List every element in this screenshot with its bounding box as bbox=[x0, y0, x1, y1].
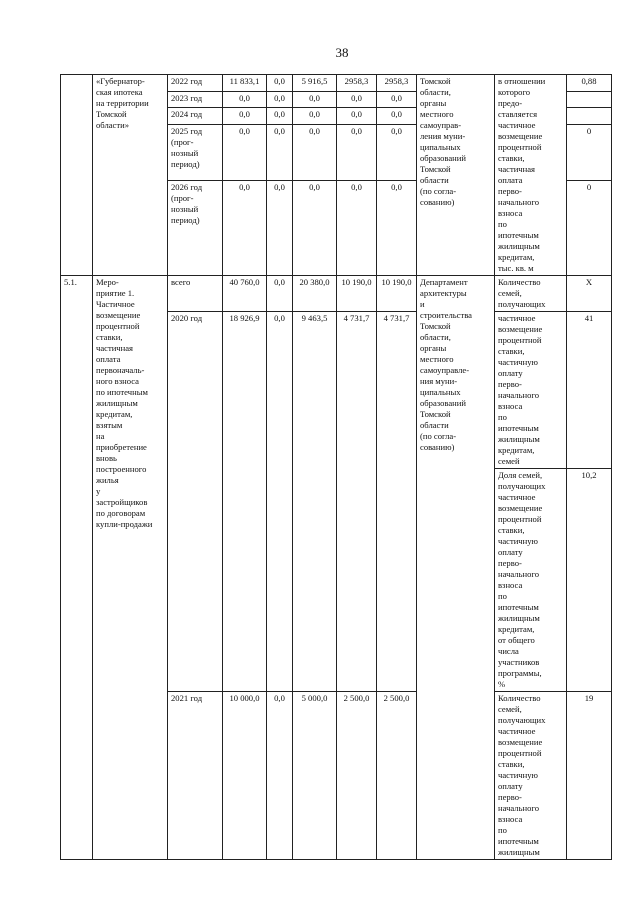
amount-cell: 2958,3 bbox=[377, 75, 417, 92]
amount-cell: 9 463,5 bbox=[293, 312, 337, 692]
amount-cell: 0,0 bbox=[267, 312, 293, 692]
amount-cell: 5 916,5 bbox=[293, 75, 337, 92]
year-cell: 2023 год bbox=[168, 91, 223, 108]
amount-cell: 2 500,0 bbox=[377, 692, 417, 860]
indicator-value: 0,88 bbox=[567, 75, 612, 92]
amount-cell: 10 190,0 bbox=[377, 276, 417, 312]
indicator-name: Количество семей, получающих частичное возмещение процентной ставки, частичную оплату перво- начального взноса по ипотечным жилищным bbox=[495, 692, 567, 860]
amount-cell: 5 000,0 bbox=[293, 692, 337, 860]
year-cell: 2024 год bbox=[168, 108, 223, 125]
year-cell: 2021 год bbox=[168, 692, 223, 860]
indicator-name: Доля семей, получающих частичное возмещение процентной ставки, частичную оплату перво- начального взноса по ипотечным жилищным кредитам, от общего числа участников программы, % bbox=[495, 469, 567, 692]
year-cell: 2026 год (прог- нозный период) bbox=[168, 181, 223, 276]
activity-name: «Губернатор- ская ипотека на территории Томской области» bbox=[93, 75, 168, 276]
amount-cell: 4 731,7 bbox=[337, 312, 377, 692]
executor-cell: Томской области, органы местного самоуправ- ления муни- ципальных образований Томской области (по согла- сованию) bbox=[417, 75, 495, 276]
indicator-name: Количество семей, получающих bbox=[495, 276, 567, 312]
program-table bbox=[60, 74, 612, 860]
amount-cell: 0,0 bbox=[337, 108, 377, 125]
activity-name: Меро- приятие 1. Частичное возмещение процентной ставки, частичная оплата первоначаль- ного взноса по ипотечным жилищным кредитам, взятым на приобретение вновь построенного жилья у застройщиков по договорам купли-продажи bbox=[93, 276, 168, 860]
amount-cell: 2958,3 bbox=[337, 75, 377, 92]
amount-cell: 0,0 bbox=[267, 75, 293, 92]
year-cell: 2022 год bbox=[168, 75, 223, 92]
year-cell: 2020 год bbox=[168, 312, 223, 692]
year-cell: всего bbox=[168, 276, 223, 312]
amount-cell: 0,0 bbox=[337, 125, 377, 181]
amount-cell: 0,0 bbox=[293, 91, 337, 108]
amount-cell: 40 760,0 bbox=[223, 276, 267, 312]
amount-cell: 0,0 bbox=[267, 125, 293, 181]
indicator-value: 10,2 bbox=[567, 469, 612, 692]
amount-cell: 0,0 bbox=[293, 108, 337, 125]
amount-cell: 0,0 bbox=[267, 91, 293, 108]
index-cell: 5.1. bbox=[61, 276, 93, 860]
page-number: 38 bbox=[335, 45, 349, 60]
amount-cell: 0,0 bbox=[377, 125, 417, 181]
amount-cell: 0,0 bbox=[377, 91, 417, 108]
indicator-value: 41 bbox=[567, 312, 612, 469]
indicator-name: в отношении которого предо- ставляется частичное возмещение процентной ставки, частичная оплата перво- начального взноса по ипотечным жилищным кредитам, тыс. кв. м bbox=[495, 75, 567, 276]
amount-cell: 0,0 bbox=[223, 181, 267, 276]
indicator-value: 19 bbox=[567, 692, 612, 860]
indicator-value bbox=[567, 91, 612, 108]
year-cell: 2025 год (прог- нозный период) bbox=[168, 125, 223, 181]
amount-cell: 0,0 bbox=[293, 181, 337, 276]
amount-cell: 0,0 bbox=[377, 181, 417, 276]
amount-cell: 11 833,1 bbox=[223, 75, 267, 92]
amount-cell: 0,0 bbox=[267, 108, 293, 125]
indicator-name: частичное возмещение процентной ставки, частичную оплату перво- начального взноса по ипотечным жилищным кредитам, семей bbox=[495, 312, 567, 469]
table-row bbox=[61, 276, 612, 312]
indicator-value: 0 bbox=[567, 125, 612, 181]
amount-cell: 0,0 bbox=[223, 108, 267, 125]
indicator-value: X bbox=[567, 276, 612, 312]
indicator-value: 0 bbox=[567, 181, 612, 276]
amount-cell: 20 380,0 bbox=[293, 276, 337, 312]
amount-cell: 10 000,0 bbox=[223, 692, 267, 860]
indicator-value bbox=[567, 108, 612, 125]
index-cell bbox=[61, 75, 93, 276]
amount-cell: 0,0 bbox=[223, 91, 267, 108]
amount-cell: 4 731,7 bbox=[377, 312, 417, 692]
table-row bbox=[61, 75, 612, 92]
amount-cell: 2 500,0 bbox=[337, 692, 377, 860]
amount-cell: 0,0 bbox=[337, 91, 377, 108]
amount-cell: 0,0 bbox=[337, 181, 377, 276]
amount-cell: 18 926,9 bbox=[223, 312, 267, 692]
amount-cell: 10 190,0 bbox=[337, 276, 377, 312]
amount-cell: 0,0 bbox=[293, 125, 337, 181]
executor-cell: Департамент архитектуры и строительства Томской области, органы местного самоуправле- ния муни- ципальных образований Томской области (по согла- сованию) bbox=[417, 276, 495, 860]
amount-cell: 0,0 bbox=[267, 181, 293, 276]
amount-cell: 0,0 bbox=[377, 108, 417, 125]
amount-cell: 0,0 bbox=[267, 692, 293, 860]
amount-cell: 0,0 bbox=[267, 276, 293, 312]
amount-cell: 0,0 bbox=[223, 125, 267, 181]
